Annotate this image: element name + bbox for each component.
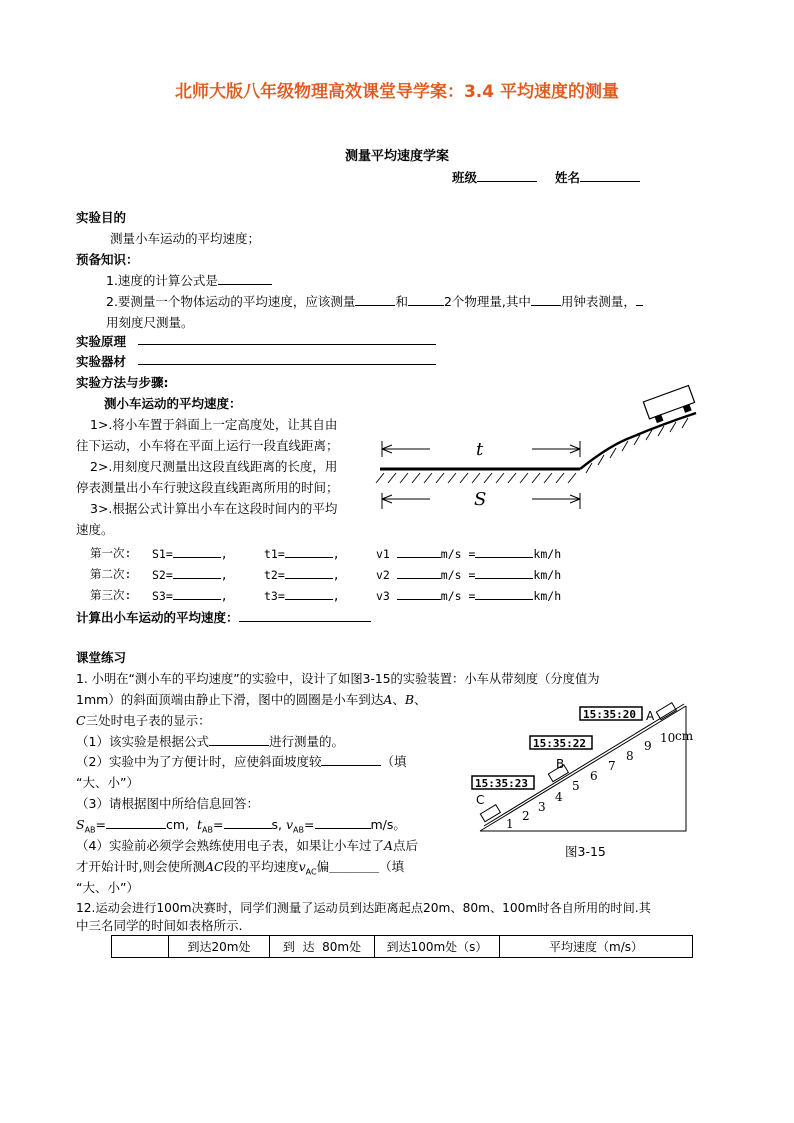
measure-heading: 测小车运动的平均速度： [104, 396, 242, 411]
unit-ms: m/s = [440, 589, 476, 603]
t3-blank[interactable] [285, 587, 333, 600]
step-line: 速度。 [76, 522, 114, 537]
trial-s: S2= , [152, 568, 228, 582]
sub4-cont [76, 857, 404, 877]
text: 进行测量的。 [268, 734, 344, 749]
ruler-tick: 5 [572, 779, 580, 793]
s2-blank[interactable] [173, 566, 221, 579]
table-header-row [112, 936, 693, 958]
point-b-label: B [556, 757, 565, 771]
step-line: 3>.根据公式计算出小车在这段时间内的平均 [90, 501, 338, 516]
t1-blank[interactable] [285, 545, 333, 558]
text: 点后 [393, 838, 419, 853]
figure-3-15 [470, 700, 700, 865]
problem1-line3 [76, 711, 211, 729]
figure-caption: 图3-15 [565, 844, 606, 859]
slope-answer-blank[interactable] [321, 753, 381, 766]
point-a-label: A [646, 709, 655, 723]
t-symbol: t [197, 817, 203, 832]
table-header-cell [112, 936, 169, 958]
trial-label: 第一次: [90, 546, 132, 560]
trial-row [90, 545, 131, 561]
unit-ms: m/s = [440, 547, 476, 561]
segment-ac: AC [204, 859, 224, 874]
clock-quantity-blank[interactable] [531, 293, 561, 306]
prep-q2-text-b: 和 [395, 294, 408, 309]
text: 1mm）的斜面顶端由静止下滑，图中的圆圈是小车到达 [76, 692, 384, 707]
equipment-label: 实验器材 [76, 354, 127, 369]
ruler-quantity-blank[interactable] [636, 293, 643, 306]
race-time-table [111, 935, 693, 958]
prep-q2 [106, 292, 643, 310]
unit: cm, [166, 817, 190, 832]
v1-ms-blank[interactable] [397, 545, 441, 558]
ruler-tick: 6 [590, 769, 598, 783]
sub4-cont2: “大、小”） [76, 880, 139, 895]
problem1-line2 [76, 690, 427, 708]
purpose-heading: 实验目的 [76, 210, 127, 225]
sub3: （3）请根据图中所给信息回答： [76, 796, 259, 811]
ruler-tick: 9 [644, 739, 652, 753]
step-line: 往下运动，小车将在平面上运行一段直线距离； [76, 438, 339, 453]
time-label: t [476, 439, 484, 460]
v3-kmh-blank[interactable] [475, 587, 533, 600]
tab-blank[interactable] [224, 816, 272, 829]
table-header-cell: 到达100m处（s） [375, 936, 500, 958]
clock-b: 15:35:22 [533, 737, 586, 750]
name-blank[interactable] [580, 169, 640, 182]
equipment-blank[interactable] [138, 351, 436, 365]
subscript: AB [202, 825, 214, 835]
step-line: 停表测量出小车行驶这段直线距离所用的时间； [76, 480, 339, 495]
text: 段的平均速度 [223, 859, 299, 874]
prep-heading: 预备知识： [76, 252, 139, 267]
v-label: v3 [376, 589, 390, 603]
average-blank[interactable] [239, 609, 371, 622]
sab-blank[interactable] [106, 816, 166, 829]
s-label: S2= [152, 568, 173, 582]
s-label: S1= [152, 547, 173, 561]
subscript: AC [305, 867, 317, 877]
ruler-tick: 2 [522, 809, 530, 823]
problem12-line2: 中三名同学的时间如表格所示. [76, 918, 243, 933]
trial-t: t1= , [264, 547, 340, 561]
trial-t: t2= , [264, 568, 340, 582]
sub1 [76, 732, 344, 750]
v2-ms-blank[interactable] [397, 566, 441, 579]
t-label: t3= [264, 589, 285, 603]
ruler-tick: 4 [555, 790, 563, 804]
trial-s: S1= , [152, 547, 228, 561]
clock-c: 15:35:23 [475, 777, 528, 790]
principle-label: 实验原理 [76, 334, 127, 349]
practice-heading: 课堂练习 [76, 650, 127, 665]
ruler-tick: 10 [660, 731, 676, 745]
text: （4）实验前必须学会熟练使用电子表，如果让小车过了 [76, 838, 384, 853]
text: （填 [381, 754, 407, 769]
prep-q2-text-a: 2.要测量一个物体运动的平均速度，应该测量 [106, 294, 356, 309]
average-speed-row [76, 608, 371, 626]
point-c: C [76, 713, 86, 728]
s-label: S3= [152, 589, 173, 603]
unit-kmh: km/h [533, 568, 562, 582]
vab-blank[interactable] [315, 816, 371, 829]
ruler-unit: cm [675, 729, 694, 743]
name-field [555, 168, 640, 186]
purpose-text: 测量小车运动的平均速度； [110, 231, 261, 246]
prep-q1 [106, 271, 272, 289]
class-label: 班级 [452, 170, 478, 185]
worksheet-subtitle: 测量平均速度学案 [344, 149, 449, 164]
text: 、 [392, 692, 405, 707]
point-a: A [383, 692, 393, 707]
prep-q2-text-d: 用钟表测量， [560, 294, 636, 309]
unit: s, [271, 817, 282, 832]
v-symbol: v [285, 817, 294, 832]
unit: m/s。 [370, 817, 406, 832]
text: （1）该实验是根据公式 [76, 734, 209, 749]
point-c-label: C [476, 793, 485, 807]
class-blank[interactable] [477, 169, 537, 182]
prep-q1-text: 1.速度的计算公式是 [106, 273, 218, 288]
step-line: 2>.用刻度尺测量出这段直线距离的长度，用 [90, 459, 338, 474]
unit-kmh: km/h [533, 589, 562, 603]
problem12-line1: 12.运动会进行100m决赛时，同学们测量了运动员到达距离起点20m、80m、100m时各自所用的时间.其 [76, 901, 651, 915]
prep-q2-text-c: 2个物理量,其中 [443, 294, 531, 309]
subscript: AB [293, 825, 305, 835]
v-symbol: v [298, 859, 306, 874]
sub4 [76, 836, 418, 854]
s-symbol: S [76, 817, 85, 832]
page-title: 北师大版八年级物理高效课堂导学案：3.4 平均速度的测量 [174, 82, 620, 102]
trial-label: 第三次: [90, 588, 132, 602]
quantity2-blank[interactable] [408, 293, 444, 306]
incline-track-diagram [370, 375, 710, 525]
v-label: v2 [376, 568, 390, 582]
ruler-tick: 3 [538, 800, 546, 814]
v2-kmh-blank[interactable] [475, 566, 533, 579]
subscript: AB [84, 825, 96, 835]
v1-kmh-blank[interactable] [475, 545, 533, 558]
unit-kmh: km/h [533, 547, 562, 561]
trial-t: t3= , [264, 589, 340, 603]
v-label: v1 [376, 547, 390, 561]
v3-ms-blank[interactable] [397, 587, 441, 600]
t-label: t2= [264, 568, 285, 582]
t-label: t1= [264, 547, 285, 561]
s3-blank[interactable] [173, 587, 221, 600]
sub2-cont: “大、小”） [76, 775, 139, 790]
table-header-cell: 到 达 80m处 [270, 936, 375, 958]
text: 才开始计时,则会使所测 [76, 859, 205, 874]
principle-blank[interactable] [138, 331, 436, 345]
prep-q2-cont: 用刻度尺测量。 [106, 315, 194, 330]
unit-ms: m/s = [440, 568, 476, 582]
s1-blank[interactable] [173, 545, 221, 558]
sub3-answers: $S_{AB}=$ cm, $t_{AB}= s$, $v_{AB}= m/s$。 [76, 817, 406, 835]
problem1-line1: 1. 小明在“测小车的平均速度”的实验中，设计了如图3-15的实验装置：小车从带刻度（分度值为 [76, 672, 600, 686]
ruler-tick: 8 [626, 749, 634, 763]
clock-a: 15:35:20 [583, 708, 636, 721]
trial-label: 第二次: [90, 567, 132, 581]
class-field [452, 168, 537, 186]
distance-label: S [474, 489, 487, 510]
trial-v [376, 566, 561, 582]
trial-v [376, 545, 561, 561]
point-a: A [383, 838, 393, 853]
trial-row [90, 566, 131, 582]
method-heading: 实验方法与步骤: [76, 375, 169, 390]
ruler-tick: 1 [506, 817, 514, 831]
text: 偏＿＿＿＿（填 [316, 859, 405, 874]
text: 三处时电子表的显示： [85, 713, 211, 728]
trial-s: S3= , [152, 589, 228, 603]
table-header-cell: 到达20m处 [169, 936, 270, 958]
average-label: 计算出小车运动的平均速度： [76, 610, 239, 625]
ruler-tick: 7 [608, 759, 616, 773]
formula-blank[interactable] [218, 272, 272, 285]
point-b: B [404, 692, 415, 707]
name-label: 姓名 [555, 170, 581, 185]
formula-answer-blank[interactable] [209, 733, 269, 746]
text: （2）实验中为了方便计时，应使斜面坡度较 [76, 754, 322, 769]
t2-blank[interactable] [285, 566, 333, 579]
trial-row [90, 587, 131, 603]
quantity1-blank[interactable] [355, 293, 395, 306]
text: 、 [414, 692, 427, 707]
table-header-cell: 平均速度（m/s） [500, 936, 693, 958]
step-line: 1>.将小车置于斜面上一定高度处，让其自由 [90, 417, 338, 432]
sub2 [76, 752, 406, 770]
trial-v [376, 587, 561, 603]
